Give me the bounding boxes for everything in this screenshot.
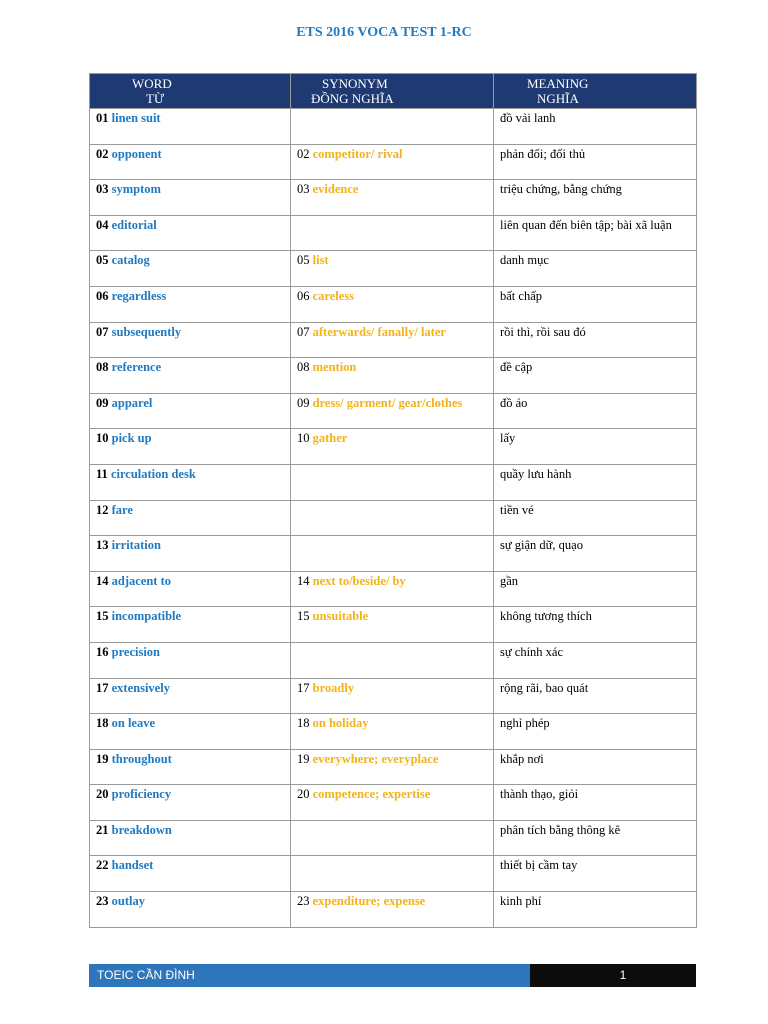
meaning-cell: triệu chứng, bằng chứng [494, 180, 697, 216]
word-cell [90, 500, 291, 536]
word-text: on leave [111, 716, 156, 731]
synonym-text: competitor/ rival [312, 146, 403, 161]
word-cell [90, 286, 291, 322]
synonym-number: 23 [297, 894, 310, 909]
synonym-cell [291, 215, 494, 251]
meaning-cell: phân tích bằng thông kê [494, 820, 697, 856]
word-number: 04 [96, 217, 109, 232]
header-meaning-en: MEANING [527, 76, 589, 91]
word-number: 09 [96, 395, 109, 410]
word-number: 21 [96, 822, 109, 837]
word-number: 16 [96, 644, 109, 659]
table-row [90, 714, 697, 750]
synonym-cell [291, 464, 494, 500]
synonym-text: broadly [312, 680, 355, 695]
header-meaning [494, 74, 697, 109]
meaning-cell: liên quan đến biên tập; bài xã luận [494, 215, 697, 251]
meaning-cell: phản đối; đối thủ [494, 144, 697, 180]
word-number: 22 [96, 858, 109, 873]
meaning-cell: nghỉ phép [494, 714, 697, 750]
synonym-cell [291, 714, 494, 750]
meaning-cell: sự chính xác [494, 642, 697, 678]
meaning-cell: sự giận dữ, quạo [494, 536, 697, 572]
word-number: 02 [96, 146, 109, 161]
synonym-text: mention [312, 360, 357, 375]
synonym-text: competence; expertise [312, 787, 431, 802]
word-cell [90, 678, 291, 714]
header-synonym-en: SYNONYM [322, 76, 388, 91]
word-number: 08 [96, 360, 109, 375]
word-text: adjacent to [111, 573, 171, 588]
synonym-number: 09 [297, 395, 310, 410]
table-row [90, 785, 697, 821]
synonym-text: careless [312, 288, 355, 303]
word-text: precision [111, 644, 161, 659]
synonym-cell [291, 856, 494, 892]
synonym-cell [291, 429, 494, 465]
synonym-cell [291, 820, 494, 856]
table-row [90, 536, 697, 572]
word-text: editorial [111, 217, 157, 232]
word-text: circulation desk [110, 466, 196, 481]
synonym-text: afterwards/ fanally/ later [312, 324, 446, 339]
table-row [90, 251, 697, 287]
word-text: handset [111, 858, 154, 873]
synonym-cell [291, 571, 494, 607]
word-number: 17 [96, 680, 109, 695]
synonym-number: 03 [297, 182, 310, 197]
table-row [90, 464, 697, 500]
word-text: outlay [111, 894, 145, 909]
header-word-vi: TỪ [146, 91, 165, 106]
synonym-cell [291, 536, 494, 572]
word-text: apparel [111, 395, 153, 410]
meaning-cell: rồi thì, rồi sau đó [494, 322, 697, 358]
word-text: fare [111, 502, 133, 517]
table-row [90, 286, 697, 322]
meaning-cell: rộng rãi, bao quát [494, 678, 697, 714]
table-row [90, 892, 697, 928]
meaning-cell: thiết bị cầm tay [494, 856, 697, 892]
table-row [90, 393, 697, 429]
synonym-number: 02 [297, 146, 310, 161]
synonym-cell [291, 144, 494, 180]
word-text: proficiency [111, 787, 172, 802]
word-number: 18 [96, 716, 109, 731]
synonym-number: 17 [297, 680, 310, 695]
table-row [90, 571, 697, 607]
header-word-en: WORD [132, 76, 172, 91]
synonym-text: evidence [312, 182, 359, 197]
synonym-cell [291, 286, 494, 322]
word-cell [90, 144, 291, 180]
word-number: 15 [96, 609, 109, 624]
synonym-text: everywhere; everyplace [312, 751, 439, 766]
header-meaning-vi: NGHĨA [537, 91, 579, 106]
synonym-text: expenditure; expense [312, 894, 426, 909]
synonym-number: 05 [297, 253, 310, 268]
synonym-cell [291, 393, 494, 429]
synonym-number: 07 [297, 324, 310, 339]
meaning-cell: đồ áo [494, 393, 697, 429]
synonym-cell [291, 358, 494, 394]
word-text: throughout [111, 751, 172, 766]
word-number: 10 [96, 431, 109, 446]
table-row [90, 500, 697, 536]
synonym-cell [291, 109, 494, 145]
synonym-cell [291, 180, 494, 216]
word-text: subsequently [111, 324, 182, 339]
meaning-cell: khắp nơi [494, 749, 697, 785]
word-number: 06 [96, 288, 109, 303]
synonym-text: unsuitable [312, 609, 369, 624]
synonym-text: list [312, 253, 329, 268]
synonym-text: gather [312, 431, 348, 446]
word-cell [90, 180, 291, 216]
word-text: catalog [111, 253, 150, 268]
synonym-number: 06 [297, 288, 310, 303]
table-header-row [90, 74, 697, 109]
table-row [90, 144, 697, 180]
synonym-cell [291, 500, 494, 536]
word-cell [90, 749, 291, 785]
word-text: symptom [111, 182, 161, 197]
word-number: 07 [96, 324, 109, 339]
word-text: opponent [111, 146, 162, 161]
word-cell [90, 393, 291, 429]
synonym-cell [291, 892, 494, 928]
synonym-number: 18 [297, 716, 310, 731]
table-row [90, 678, 697, 714]
synonym-cell [291, 642, 494, 678]
synonym-text: dress/ garment/ gear/clothes [312, 395, 463, 410]
meaning-cell: thành thạo, giỏi [494, 785, 697, 821]
page-title: ETS 2016 VOCA TEST 1-RC [296, 25, 472, 40]
table-row [90, 429, 697, 465]
table-row [90, 109, 697, 145]
word-text: breakdown [111, 822, 172, 837]
word-cell [90, 429, 291, 465]
table-row [90, 820, 697, 856]
synonym-number: 10 [297, 431, 310, 446]
synonym-text: on holiday [312, 716, 369, 731]
synonym-cell [291, 678, 494, 714]
table-row [90, 215, 697, 251]
synonym-number: 15 [297, 609, 310, 624]
word-text: incompatible [111, 609, 182, 624]
synonym-number: 14 [297, 573, 310, 588]
word-number: 19 [96, 751, 109, 766]
synonym-cell [291, 251, 494, 287]
word-number: 20 [96, 787, 109, 802]
synonym-number: 20 [297, 787, 310, 802]
table-row [90, 358, 697, 394]
footer-brand: TOEIC CẦN ĐÌNH [89, 964, 530, 987]
word-cell [90, 785, 291, 821]
synonym-cell [291, 607, 494, 643]
word-cell [90, 892, 291, 928]
header-synonym-vi: ĐỒNG NGHĨA [311, 91, 394, 106]
word-text: pick up [111, 431, 152, 446]
word-cell [90, 322, 291, 358]
meaning-cell: danh mục [494, 251, 697, 287]
word-number: 14 [96, 573, 109, 588]
meaning-cell: kinh phí [494, 892, 697, 928]
word-cell [90, 215, 291, 251]
meaning-cell: quầy lưu hành [494, 464, 697, 500]
word-cell [90, 607, 291, 643]
word-number: 01 [96, 111, 109, 125]
synonym-cell [291, 785, 494, 821]
table-row [90, 322, 697, 358]
word-cell [90, 642, 291, 678]
word-number: 12 [96, 502, 109, 517]
word-cell [90, 714, 291, 750]
footer-page-number: 1 [530, 964, 696, 987]
word-text: linen suit [111, 111, 161, 125]
word-text: regardless [111, 288, 167, 303]
meaning-cell: đề cập [494, 358, 697, 394]
table-row [90, 856, 697, 892]
word-cell [90, 464, 291, 500]
table-row [90, 180, 697, 216]
word-number: 13 [96, 538, 109, 553]
synonym-text: next to/beside/ by [312, 573, 406, 588]
meaning-cell: tiền vé [494, 500, 697, 536]
meaning-cell: bất chấp [494, 286, 697, 322]
meaning-cell: không tương thích [494, 607, 697, 643]
word-text: extensively [111, 680, 170, 695]
word-text: irritation [111, 538, 161, 553]
word-number: 05 [96, 253, 109, 268]
word-cell [90, 571, 291, 607]
meaning-cell: gần [494, 571, 697, 607]
word-number: 03 [96, 182, 109, 197]
table-row [90, 607, 697, 643]
meaning-cell: lấy [494, 429, 697, 465]
table-row [90, 749, 697, 785]
word-text: reference [111, 360, 162, 375]
vocabulary-table [89, 73, 697, 928]
word-cell [90, 856, 291, 892]
header-word [90, 74, 291, 109]
word-cell [90, 109, 291, 145]
synonym-cell [291, 749, 494, 785]
table-row [90, 642, 697, 678]
synonym-cell [291, 322, 494, 358]
word-cell [90, 536, 291, 572]
word-cell [90, 358, 291, 394]
word-cell [90, 820, 291, 856]
synonym-number: 08 [297, 360, 310, 375]
word-cell [90, 251, 291, 287]
word-number: 11 [96, 466, 108, 481]
meaning-cell: đồ vải lanh [494, 109, 697, 145]
word-number: 23 [96, 894, 109, 909]
header-synonym [291, 74, 494, 109]
synonym-number: 19 [297, 751, 310, 766]
